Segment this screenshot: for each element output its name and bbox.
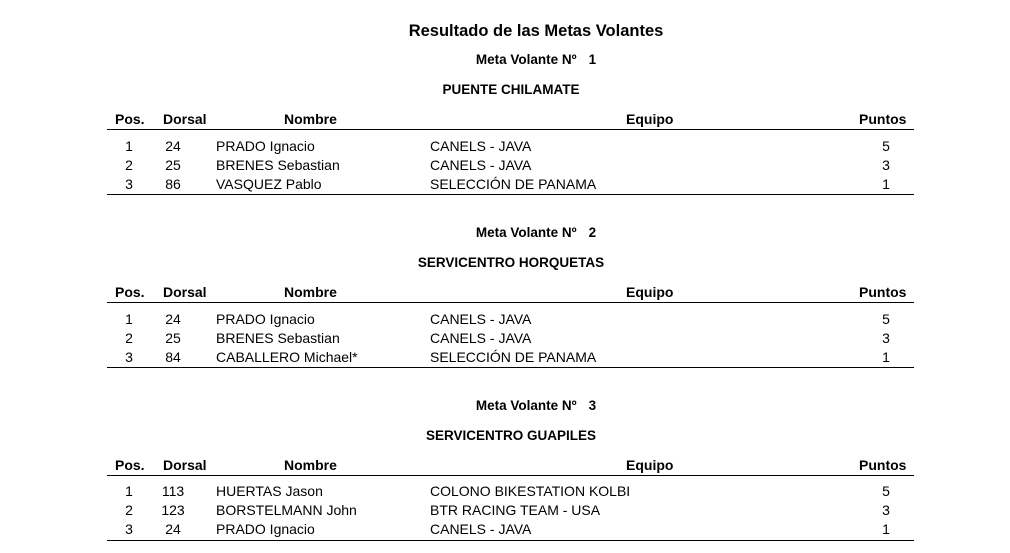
- column-header-dorsal: Dorsal: [163, 111, 207, 127]
- column-header-puntos: Puntos: [859, 457, 907, 473]
- column-header-dorsal: Dorsal: [163, 457, 207, 473]
- cell-dorsal: 25: [165, 157, 181, 173]
- cell-pos: 2: [125, 502, 133, 518]
- cell-equipo: CANELS - JAVA: [430, 330, 532, 346]
- column-header-equipo: Equipo: [626, 284, 674, 300]
- column-header-equipo: Equipo: [626, 111, 674, 127]
- cell-pos: 1: [125, 483, 133, 499]
- meta-volante-heading: [0, 52, 1010, 67]
- table-row: [0, 330, 1010, 349]
- column-header-puntos: Puntos: [859, 111, 907, 127]
- cell-nombre: BRENES Sebastian: [216, 330, 340, 346]
- meta-volante-label: Meta Volante Nº: [475, 225, 577, 240]
- meta-volante-place: SERVICENTRO GUAPILES: [425, 428, 597, 443]
- meta-volante-number: 3: [588, 398, 597, 413]
- results-table-body: [0, 311, 1010, 368]
- cell-puntos: 1: [882, 176, 890, 192]
- cell-equipo: BTR RACING TEAM - USA: [430, 502, 601, 518]
- cell-nombre: PRADO Ignacio: [216, 138, 315, 154]
- cell-pos: 1: [125, 138, 133, 154]
- column-header-nombre: Nombre: [284, 111, 337, 127]
- cell-equipo: SELECCIÓN DE PANAMA: [430, 176, 597, 192]
- table-row: [0, 521, 1010, 540]
- table-bottom-divider: [107, 540, 914, 541]
- cell-dorsal: 123: [161, 502, 185, 518]
- cell-equipo: CANELS - JAVA: [430, 138, 532, 154]
- cell-dorsal: 84: [165, 349, 181, 365]
- meta-volante-place: PUENTE CHILAMATE: [442, 82, 580, 97]
- cell-pos: 3: [125, 521, 133, 537]
- cell-dorsal: 25: [165, 330, 181, 346]
- cell-puntos: 1: [882, 521, 890, 537]
- cell-nombre: HUERTAS Jason: [216, 483, 323, 499]
- table-bottom-divider: [107, 194, 914, 195]
- meta-volante-heading: [0, 398, 1010, 413]
- cell-pos: 3: [125, 176, 133, 192]
- table-row: [0, 349, 1010, 368]
- cell-equipo: CANELS - JAVA: [430, 521, 532, 537]
- table-row: [0, 502, 1010, 521]
- cell-pos: 1: [125, 311, 133, 327]
- cell-nombre: VASQUEZ Pablo: [216, 176, 322, 192]
- column-header-pos: Pos.: [115, 111, 145, 127]
- column-header-pos: Pos.: [115, 284, 145, 300]
- cell-nombre: BORSTELMANN John: [216, 502, 357, 518]
- cell-dorsal: 24: [165, 311, 181, 327]
- cell-puntos: 5: [882, 138, 890, 154]
- cell-equipo: CANELS - JAVA: [430, 311, 532, 327]
- cell-pos: 2: [125, 330, 133, 346]
- column-header-pos: Pos.: [115, 457, 145, 473]
- cell-puntos: 1: [882, 349, 890, 365]
- column-header-puntos: Puntos: [859, 284, 907, 300]
- cell-puntos: 3: [882, 330, 890, 346]
- results-table-body: [0, 483, 1010, 540]
- cell-puntos: 3: [882, 502, 890, 518]
- cell-equipo: COLONO BIKESTATION KOLBI: [430, 483, 631, 499]
- table-header-divider: [107, 475, 914, 476]
- cell-pos: 2: [125, 157, 133, 173]
- cell-pos: 3: [125, 349, 133, 365]
- cell-equipo: SELECCIÓN DE PANAMA: [430, 349, 597, 365]
- meta-volante-label: Meta Volante Nº: [475, 398, 577, 413]
- cell-nombre: CABALLERO Michael*: [216, 349, 358, 365]
- results-table-body: [0, 138, 1010, 195]
- column-header-dorsal: Dorsal: [163, 284, 207, 300]
- page-title: Resultado de las Metas Volantes: [408, 22, 664, 40]
- table-row: [0, 483, 1010, 502]
- column-header-nombre: Nombre: [284, 457, 337, 473]
- meta-volante-heading: [0, 225, 1010, 240]
- cell-nombre: BRENES Sebastian: [216, 157, 340, 173]
- table-header-divider: [107, 302, 914, 303]
- cell-nombre: PRADO Ignacio: [216, 311, 315, 327]
- cell-puntos: 3: [882, 157, 890, 173]
- meta-volante-label: Meta Volante Nº: [475, 52, 577, 67]
- cell-puntos: 5: [882, 483, 890, 499]
- cell-dorsal: 86: [165, 176, 181, 192]
- cell-dorsal: 113: [161, 483, 185, 499]
- meta-volante-place: SERVICENTRO HORQUETAS: [417, 255, 605, 270]
- table-row: [0, 157, 1010, 176]
- cell-dorsal: 24: [165, 521, 181, 537]
- cell-equipo: CANELS - JAVA: [430, 157, 532, 173]
- table-header-divider: [107, 129, 914, 130]
- cell-nombre: PRADO Ignacio: [216, 521, 315, 537]
- table-row: [0, 138, 1010, 157]
- column-header-equipo: Equipo: [626, 457, 674, 473]
- meta-volante-number: 2: [588, 225, 597, 240]
- table-row: [0, 311, 1010, 330]
- cell-puntos: 5: [882, 311, 890, 327]
- column-header-nombre: Nombre: [284, 284, 337, 300]
- cell-dorsal: 24: [165, 138, 181, 154]
- table-row: [0, 176, 1010, 195]
- meta-volante-number: 1: [588, 52, 597, 67]
- table-bottom-divider: [107, 367, 914, 368]
